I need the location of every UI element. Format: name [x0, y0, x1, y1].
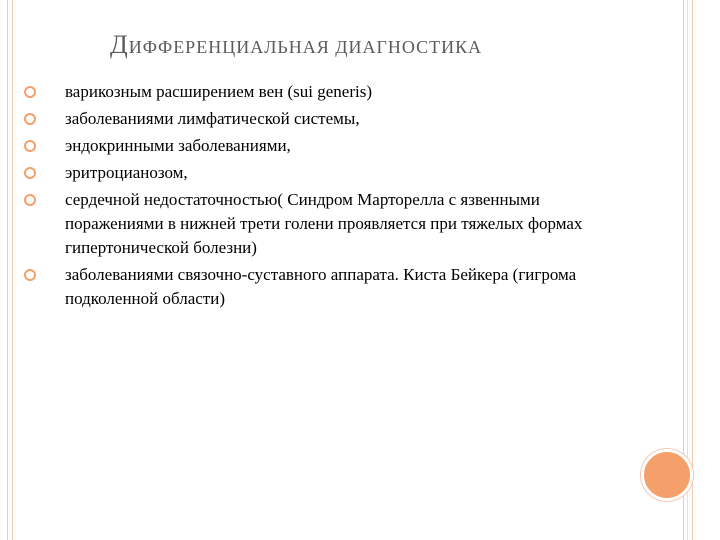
list-item-text: варикозным расширением вен (sui generis) [65, 82, 372, 101]
hollow-circle-bullet-icon [24, 86, 36, 98]
orange-circle-decoration-icon [641, 449, 693, 501]
hollow-circle-bullet-icon [24, 140, 36, 152]
hollow-circle-bullet-icon [24, 194, 36, 206]
list-item [24, 107, 624, 131]
list-item-text: заболеваниями связочно-суставного аппарата. Киста Бейкера (гигрома подколенной области) [65, 265, 577, 308]
hollow-circle-bullet-icon [24, 113, 36, 125]
list-item [24, 80, 624, 104]
slide-title [110, 30, 650, 60]
hollow-circle-bullet-icon [24, 167, 36, 179]
list-item [24, 161, 624, 185]
list-item [24, 134, 624, 158]
list-item-text: эндокринными заболеваниями, [65, 136, 291, 155]
list-item-text: сердечной недостаточностью( Синдром Марторелла с язвенными поражениями в нижней трети голени проявляется при тяжелых формах гипертонической болезни) [65, 190, 583, 257]
list-item-text: заболеваниями лимфатической системы, [65, 109, 360, 128]
bullet-list [24, 80, 624, 314]
hollow-circle-bullet-icon [24, 269, 36, 281]
slide-title-rest: ИФФЕРЕНЦИАЛЬНАЯ ДИАГНОСТИКА [128, 37, 483, 57]
list-item [24, 263, 624, 311]
slide-title-first-letter: Д [110, 30, 129, 59]
list-item [24, 188, 624, 260]
left-frame-decoration [7, 0, 13, 540]
list-item-text: эритроцианозом, [65, 163, 188, 182]
